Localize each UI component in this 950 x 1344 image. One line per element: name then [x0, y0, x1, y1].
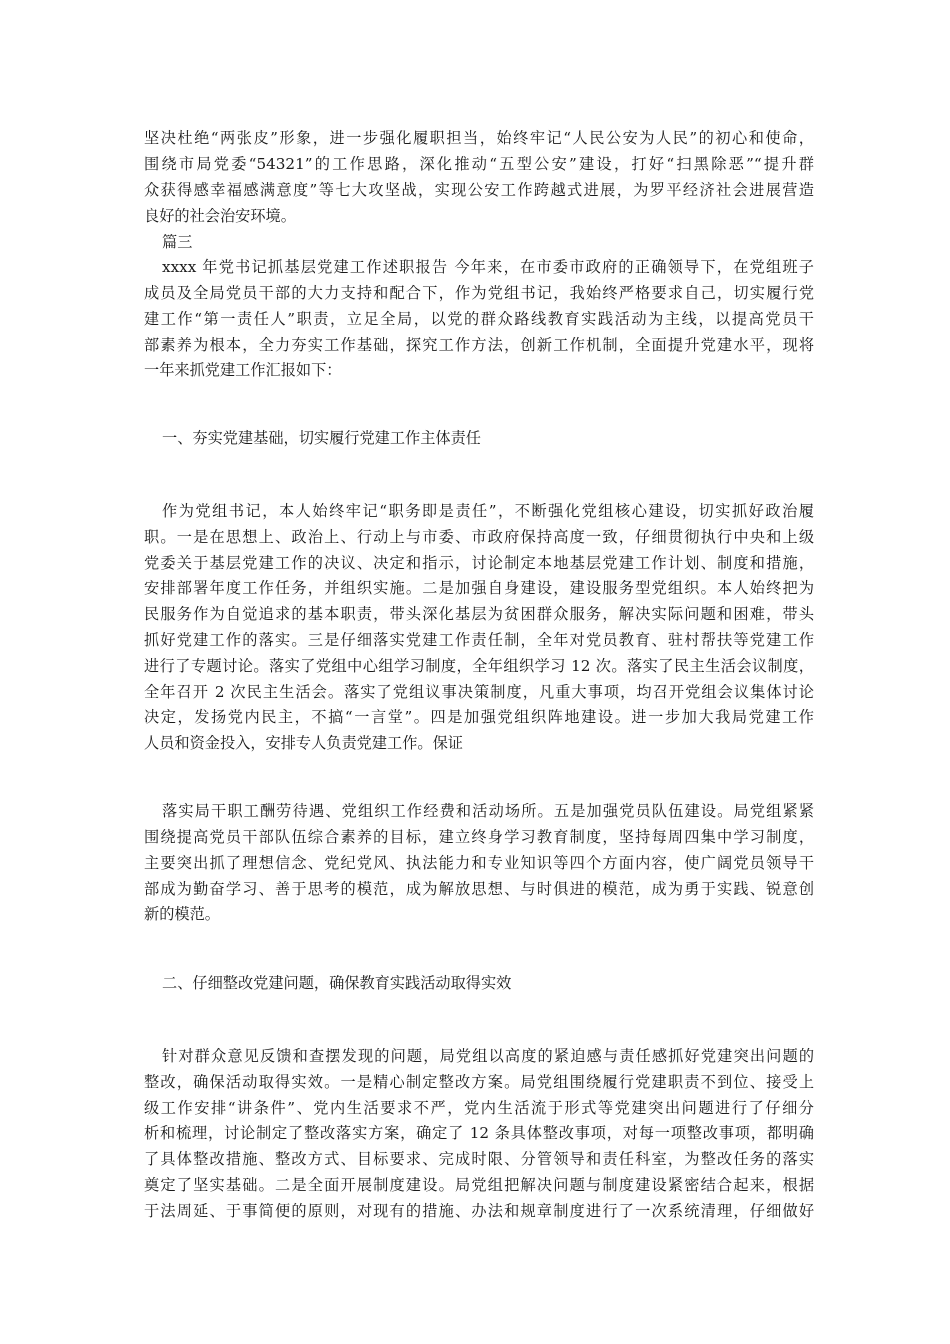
- text-line: 众获得感幸福感满意度”等七大攻坚战，实现公安工作跨越式进展，为罗平经济社会进展营造: [144, 181, 814, 199]
- section-heading: 二、仔细整改党建问题，确保教育实践活动取得实效: [162, 974, 512, 992]
- text-line: 民服务作为自觉追求的基本职责，带头深化基层为贫困群众服务，解决实际问题和困难，带头: [144, 605, 814, 623]
- text-line: 决定，发扬党内民主，不搞“一言堂”。四是加强党组织阵地建设。进一步加大我局党建工作: [144, 708, 814, 726]
- text-line: 抓好党建工作的落实。三是仔细落实党建工作责任制，全年对党员教育、驻村帮扶等党建工作: [144, 631, 814, 649]
- text-line: 围绕提高党员干部队伍综合素养的目标，建立终身学习教育制度，坚持每周四集中学习制度，: [144, 828, 814, 846]
- text-line: 析和梳理，讨论制定了整改落实方案，确定了 12 条具体整改事项，对每一项整改事项，都明确: [144, 1124, 814, 1142]
- text-line: 部素养为根本，全力夯实工作基础，探究工作方法，创新工作机制，全面提升党建水平，现将: [144, 336, 814, 354]
- text-line: 主要突出抓了理想信念、党纪党风、执法能力和专业知识等四个方面内容，使广阔党员领导干: [144, 854, 814, 872]
- section-label: 篇三: [162, 233, 193, 251]
- text-line: 全年召开 2 次民主生活会。落实了党组议事决策制度，凡重大事项，均召开党组会议集体讨论: [144, 683, 814, 701]
- text-line: 建工作“第一责任人”职责，立足全局，以党的群众路线教育实践活动为主线，以提高党员干: [144, 310, 814, 328]
- text-line: 进行了专题讨论。落实了党组中心组学习制度，全年组织学习 12 次。落实了民主生活会议制度，: [144, 657, 814, 675]
- text-line: 安排部署年度工作任务，并组织实施。二是加强自身建设，建设服务型党组织。本人始终把为: [144, 579, 814, 597]
- text-line: 新的模范。: [144, 905, 220, 923]
- text-line: xxxx 年党书记抓基层党建工作述职报告 今年来，在市委市政府的正确领导下，在党组班子: [162, 258, 814, 276]
- text-line: 成员及全局党员干部的大力支持和配合下，作为党组书记，我始终严格要求自己，切实履行党: [144, 284, 814, 302]
- text-line: 围绕市局党委“54321”的工作思路，深化推动“五型公安”建设，打好“扫黑除恶”“提升群: [144, 155, 814, 173]
- text-line: 部成为勤奋学习、善于思考的模范，成为解放思想、与时俱进的模范，成为勇于实践、锐意创: [144, 880, 814, 898]
- section-heading: 一、夯实党建基础，切实履行党建工作主体责任: [162, 429, 481, 447]
- text-line: 人员和资金投入，安排专人负责党建工作。保证: [144, 734, 463, 752]
- text-line: 于法周延、于事简便的原则，对现有的措施、办法和规章制度进行了一次系统清理，仔细做好: [144, 1202, 814, 1220]
- text-line: 针对群众意见反馈和查摆发现的问题，局党组以高度的紧迫感与责任感抓好党建突出问题的: [162, 1047, 814, 1065]
- text-line: 党委关于基层党建工作的决议、决定和指示，讨论制定本地基层党建工作计划、制度和措施，: [144, 554, 814, 572]
- text-line: 职。一是在思想上、政治上、行动上与市委、市政府保持高度一致，仔细贯彻执行中央和上级: [144, 528, 814, 546]
- text-line: 良好的社会治安环境。: [144, 207, 296, 225]
- text-line: 一年来抓党建工作汇报如下：: [144, 361, 342, 379]
- text-line: 坚决杜绝“两张皮”形象，进一步强化履职担当，始终牢记“人民公安为人民”的初心和使命，: [144, 129, 814, 147]
- text-line: 奠定了坚实基础。二是全面开展制度建设。局党组把解决问题与制度建设紧密结合起来，根据: [144, 1176, 814, 1194]
- text-line: 整改，确保活动取得实效。一是精心制定整改方案。局党组围绕履行党建职责不到位、接受上: [144, 1073, 814, 1091]
- text-line: 作为党组书记，本人始终牢记“职务即是责任”，不断强化党组核心建设，切实抓好政治履: [162, 502, 814, 520]
- text-line: 了具体整改措施、整改方式、目标要求、完成时限、分管领导和责任科室，为整改任务的落实: [144, 1150, 814, 1168]
- text-line: 级工作安排“讲条件”、党内生活要求不严，党内生活流于形式等党建突出问题进行了仔细分: [144, 1099, 814, 1117]
- text-line: 落实局干职工酬劳待遇、党组织工作经费和活动场所。五是加强党员队伍建设。局党组紧紧: [162, 802, 814, 820]
